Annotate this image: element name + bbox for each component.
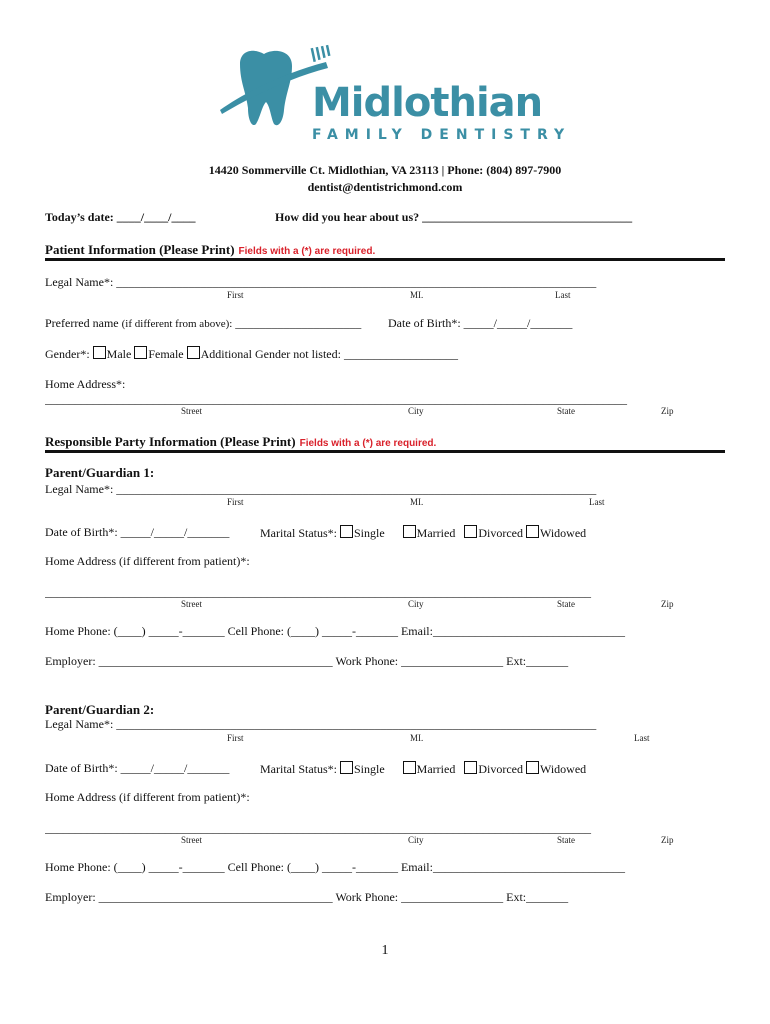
marital-divorced-label: Divorced xyxy=(478,762,523,776)
marital-widowed-checkbox[interactable] xyxy=(526,525,539,538)
caption-mi: MI. xyxy=(410,290,424,300)
marital-widowed-checkbox[interactable] xyxy=(526,761,539,774)
home-address-field[interactable]: _________________________________________________________________________________________________ xyxy=(45,392,627,406)
gender-other-label[interactable]: Additional Gender not listed: ___________________ xyxy=(200,347,458,361)
caption-last: Last xyxy=(589,497,605,507)
caption-first: First xyxy=(227,290,244,300)
guardian1-address-field[interactable]: ___________________________________________________________________________________________ xyxy=(45,585,591,599)
guardian2-employer-field[interactable]: Employer: _______________________________________ Work Phone: _________________ Ext:_______ xyxy=(45,890,569,904)
preferred-label: Preferred name xyxy=(45,316,119,330)
gender-male-label: Male xyxy=(106,347,132,361)
caption-mi: MI. xyxy=(410,733,424,743)
practice-email: dentist@dentistrichmond.com xyxy=(307,180,463,194)
gender-female-label: Female xyxy=(148,347,184,361)
brand-name: Midlothian xyxy=(312,80,543,126)
hear-about-field[interactable]: How did you hear about us? ___________________________________ xyxy=(275,210,633,224)
caption-city: City xyxy=(408,835,424,845)
guardian1-marital-row xyxy=(260,525,586,541)
gender-female-checkbox[interactable] xyxy=(134,346,147,359)
caption-street: Street xyxy=(181,406,202,416)
marital-married-label: Married xyxy=(416,526,456,540)
marital-label: Marital Status*: xyxy=(260,762,337,776)
marital-divorced-checkbox[interactable] xyxy=(464,761,477,774)
gender-other-checkbox[interactable] xyxy=(187,346,200,359)
caption-state: State xyxy=(557,406,575,416)
marital-divorced-checkbox[interactable] xyxy=(464,525,477,538)
preferred-name-field[interactable] xyxy=(45,316,361,331)
guardian1-employer-field[interactable]: Employer: _______________________________________ Work Phone: _________________ Ext:_______ xyxy=(45,654,569,668)
guardian2-title: Parent/Guardian 2: xyxy=(45,702,155,717)
guardian2-marital-row xyxy=(260,761,586,777)
guardian2-dob-field[interactable]: Date of Birth*: _____/_____/_______ xyxy=(45,761,230,775)
patient-section-header xyxy=(45,241,375,259)
required-note: Fields with a (*) are required. xyxy=(299,438,437,449)
guardian1-title: Parent/Guardian 1: xyxy=(45,465,155,480)
section-title: Responsible Party Information (Please Print) xyxy=(45,434,296,449)
preferred-blank: _____________________ xyxy=(235,316,362,330)
guardian1-phones-field[interactable]: Home Phone: (____) _____-_______ Cell Phone: (____) _____-_______ Email:________________________________ xyxy=(45,624,625,638)
caption-last: Last xyxy=(634,733,650,743)
caption-street: Street xyxy=(181,835,202,845)
caption-city: City xyxy=(408,406,424,416)
brand-subtitle: FAMILY DENTISTRY xyxy=(312,127,572,143)
caption-street: Street xyxy=(181,599,202,609)
guardian1-legal-name-field[interactable]: Legal Name*: ________________________________________________________________________________ xyxy=(45,482,597,496)
guardian2-address-field[interactable]: ___________________________________________________________________________________________ xyxy=(45,821,591,835)
caption-mi: MI. xyxy=(410,497,424,507)
patient-legal-name-field[interactable]: Legal Name*: ________________________________________________________________________________ xyxy=(45,275,597,289)
guardian2-legal-name-field[interactable]: Legal Name*: ________________________________________________________________________________ xyxy=(45,717,597,731)
guardian2-home-address-label: Home Address (if different from patient)*: xyxy=(45,790,250,804)
practice-address: 14420 Sommerville Ct. Midlothian, VA 23113 | Phone: (804) 897-7900 xyxy=(208,163,562,177)
marital-married-checkbox[interactable] xyxy=(403,761,416,774)
caption-zip: Zip xyxy=(661,406,674,416)
caption-first: First xyxy=(227,733,244,743)
section-title: Patient Information (Please Print) xyxy=(45,242,235,257)
caption-first: First xyxy=(227,497,244,507)
preferred-small: (if different from above): xyxy=(121,318,233,330)
marital-widowed-label: Widowed xyxy=(539,526,587,540)
marital-single-checkbox[interactable] xyxy=(340,525,353,538)
marital-label: Marital Status*: xyxy=(260,526,337,540)
marital-widowed-label: Widowed xyxy=(539,762,587,776)
caption-zip: Zip xyxy=(661,835,674,845)
guardian1-dob-field[interactable]: Date of Birth*: _____/_____/_______ xyxy=(45,525,230,539)
marital-single-label: Single xyxy=(354,762,385,776)
page-number: 1 xyxy=(381,943,389,958)
home-address-label: Home Address*: xyxy=(45,377,126,391)
required-note: Fields with a (*) are required. xyxy=(238,246,376,257)
gender-male-checkbox[interactable] xyxy=(93,346,106,359)
section-divider xyxy=(45,258,725,261)
marital-single-checkbox[interactable] xyxy=(340,761,353,774)
section-divider xyxy=(45,450,725,453)
responsible-section-header xyxy=(45,433,436,451)
caption-state: State xyxy=(557,835,575,845)
caption-zip: Zip xyxy=(661,599,674,609)
guardian1-home-address-label: Home Address (if different from patient)*: xyxy=(45,554,250,568)
patient-dob-field[interactable]: Date of Birth*: _____/_____/_______ xyxy=(388,316,573,330)
marital-single-label: Single xyxy=(354,526,385,540)
todays-date-field[interactable]: Today’s date: ____/____/____ xyxy=(45,210,196,224)
marital-married-checkbox[interactable] xyxy=(403,525,416,538)
marital-divorced-label: Divorced xyxy=(478,526,523,540)
gender-label: Gender*: xyxy=(45,347,90,361)
caption-state: State xyxy=(557,599,575,609)
caption-last: Last xyxy=(555,290,571,300)
caption-city: City xyxy=(408,599,424,609)
gender-row xyxy=(45,346,458,362)
marital-married-label: Married xyxy=(416,762,456,776)
guardian2-phones-field[interactable]: Home Phone: (____) _____-_______ Cell Phone: (____) _____-_______ Email:________________________________ xyxy=(45,860,625,874)
